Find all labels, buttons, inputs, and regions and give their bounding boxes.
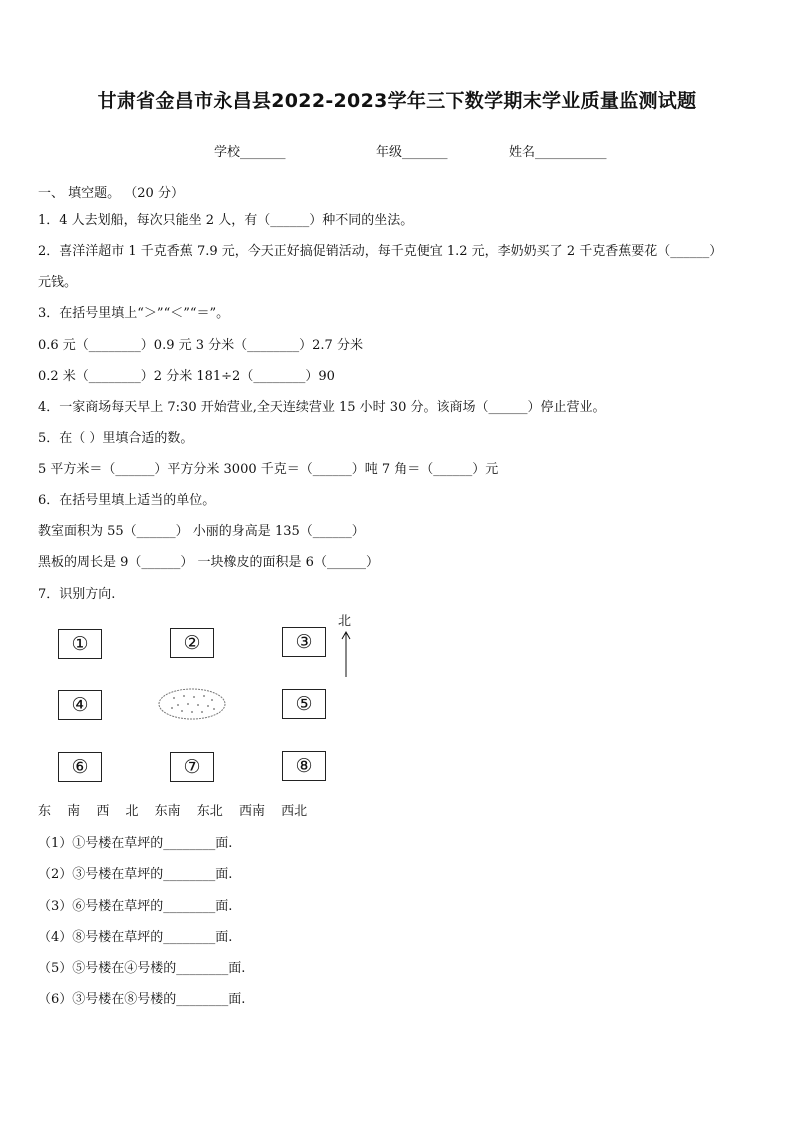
question-5: 5．在（ ）里填合适的数。 (38, 431, 194, 446)
direction-southeast: 东南 (154, 804, 181, 819)
subquestion-3: （3）⑥号楼在草坪的________面. (38, 899, 233, 914)
subquestion-6: （6）③号楼在⑧号楼的________面. (38, 992, 246, 1007)
question-6-row1: 教室面积为 55（______） 小丽的身高是 135（______） (38, 524, 365, 539)
direction-southwest: 西南 (238, 804, 265, 819)
question-5-row: 5 平方米＝（______）平方分米 3000 千克＝（______）吨 7 角＝（______）元 (38, 462, 499, 477)
direction-east: 东 (38, 804, 52, 819)
question-6: 6．在括号里填上适当的单位。 (38, 493, 216, 508)
building-2-box: ② (170, 628, 214, 658)
north-arrow-icon (340, 630, 352, 678)
page-title: 甘肃省金昌市永昌县2022-2023学年三下数学期末学业质量监测试题 (97, 90, 697, 112)
building-5-box: ⑤ (282, 689, 326, 719)
grade-field: 年级_______ (376, 145, 448, 160)
subquestion-4: （4）⑧号楼在草坪的________面. (38, 930, 233, 945)
direction-west: 西 (96, 804, 110, 819)
subquestion-5: （5）⑤号楼在④号楼的________面. (38, 961, 246, 976)
subquestion-1: （1）①号楼在草坪的________面. (38, 836, 233, 851)
direction-northwest: 西北 (281, 804, 308, 819)
question-4: 4．一家商场每天早上 7:30 开始营业,全天连续营业 15 小时 30 分。该商场（______）停止营业。 (38, 400, 606, 415)
school-field: 学校_______ (214, 145, 286, 160)
lawn-ellipse (158, 688, 226, 720)
question-3-row1: 0.6 元（________）0.9 元 3 分米（________）2.7 分米 (38, 338, 363, 353)
question-3: 3．在括号里填上“＞”“＜”“＝”。 (38, 306, 230, 321)
section-heading: 一、 填空题。 （20 分） (38, 186, 184, 201)
north-label: 北 (338, 614, 352, 629)
question-2-cont: 元钱。 (38, 275, 78, 290)
direction-options (38, 800, 319, 819)
building-3-box: ③ (282, 627, 326, 657)
building-6-box: ⑥ (58, 752, 102, 782)
direction-south: 南 (67, 804, 81, 819)
question-7: 7．识别方向. (38, 587, 116, 602)
question-3-row2: 0.2 米（________）2 分米 181÷2（________）90 (38, 369, 335, 384)
question-6-row2: 黑板的周长是 9（______） 一块橡皮的面积是 6（______） (38, 555, 379, 570)
building-7-box: ⑦ (170, 752, 214, 782)
name-field: 姓名___________ (509, 145, 607, 160)
building-8-box: ⑧ (282, 751, 326, 781)
building-4-box: ④ (58, 690, 102, 720)
subquestion-2: （2）③号楼在草坪的________面. (38, 867, 233, 882)
direction-northeast: 东北 (196, 804, 223, 819)
question-1: 1．4 人去划船，每次只能坐 2 人，有（______）种不同的坐法。 (38, 213, 414, 228)
building-1-box: ① (58, 629, 102, 659)
question-2: 2．喜洋洋超市 1 千克香蕉 7.9 元，今天正好搞促销活动，每千克便宜 1.2 元，李奶奶买了 2 千克香蕉要花（______） (38, 244, 723, 259)
direction-north: 北 (125, 804, 139, 819)
